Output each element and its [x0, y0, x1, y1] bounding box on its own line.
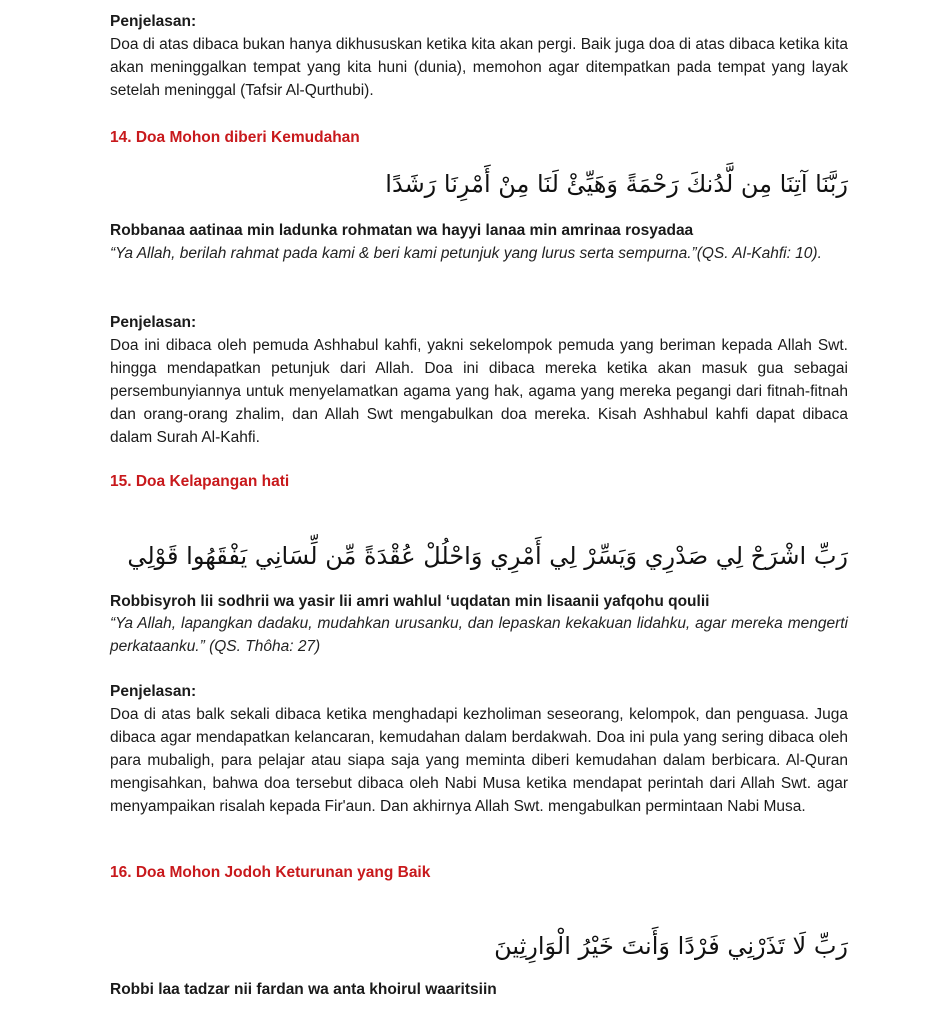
explanation-label: Penjelasan:	[110, 13, 197, 30]
section-heading-16: 16. Doa Mohon Jodoh Keturunan yang Baik	[110, 864, 431, 881]
arabic-prayer-16: رَبِّ لَا تَذَرْنِي فَرْدًا وَأَنتَ خَيْرُ الْوَارِثِينَ	[494, 932, 848, 960]
section-heading-15: 15. Doa Kelapangan hati	[110, 473, 290, 490]
explanation-text-15: Doa di atas balk sekali dibaca ketika menghadapi kezholiman seseorang, kelompok, dan penguasa. Juga dibaca agar mendapatkan kelancaran, kemudahan dalam berdakwah. Doa ini pula yang sering dibaca oleh para mubaligh, para pelajar atau siapa saja yang meminta diberi kemudahan dalam berbicara. Al-Quran mengisahkan, bahwa doa tersebut dibaca oleh Nabi Musa ketika mendapat perintah dari Allah Swt. agar menyampaikan risalah kepada Fir'aun. Dan akhirnya Allah Swt. mengabulkan permintaan Nabi Musa.	[110, 706, 848, 815]
latin-transliteration-15: Robbisyroh lii sodhrii wa yasir lii amri wahlul ‘uqdatan min lisaanii yafqohu qoulii	[110, 593, 710, 610]
translation-15: “Ya Allah, lapangkan dadaku, mudahkan urusanku, dan lepaskan kekakuan lidahku, agar mereka mengerti perkataanku.” (QS. Thôha: 27)	[110, 615, 848, 655]
explanation-label-14: Penjelasan:	[110, 314, 197, 331]
latin-transliteration-16: Robbi laa tadzar nii fardan wa anta khoirul waaritsiin	[110, 981, 497, 998]
explanation-label-15: Penjelasan:	[110, 683, 197, 700]
explanation-text-14: Doa ini dibaca oleh pemuda Ashhabul kahfi, yakni sekelompok pemuda yang beriman kepada Allah Swt. hingga mendapatkan petunjuk dari Allah. Doa ini dibaca mereka ketika akan masuk gua sebagai persembunyiannya untuk menyelamatkan agama yang hak, agama yang mereka pegangi dari fitnah-fitnah dan orang-orang zhalim, dan Allah Swt mengabulkan doa mereka. Kisah Ashhabul kahfi dapat dibaca dalam Surah Al-Kahfi.	[110, 337, 848, 446]
latin-transliteration-14: Robbanaa aatinaa min ladunka rohmatan wa hayyi lanaa min amrinaa rosyadaa	[110, 222, 694, 239]
translation-14: “Ya Allah, berilah rahmat pada kami & beri kami petunjuk yang lurus serta sempurna.”(QS. Al-Kahfi: 10).	[110, 245, 822, 262]
section-heading-14: 14. Doa Mohon diberi Kemudahan	[110, 129, 360, 146]
arabic-prayer-15: رَبِّ اشْرَحْ لِي صَدْرِي وَيَسِّرْ لِي أَمْرِي وَاحْلُلْ عُقْدَةً مِّن لِّسَانِي يَفْقَهُوا قَوْلِي	[127, 542, 848, 570]
arabic-prayer-14: رَبَّنَا آتِنَا مِن لَّدُنكَ رَحْمَةً وَهَيِّئْ لَنَا مِنْ أَمْرِنَا رَشَدًا	[385, 170, 848, 198]
explanation-text: Doa di atas dibaca bukan hanya dikhususkan ketika kita akan pergi. Baik juga doa di atas dibaca ketika kita akan meninggalkan tempat yang kita huni (dunia), memohon agar ditempatkan pada tempat yang layak setelah meninggal (Tafsir Al-Qurthubi).	[110, 36, 848, 99]
